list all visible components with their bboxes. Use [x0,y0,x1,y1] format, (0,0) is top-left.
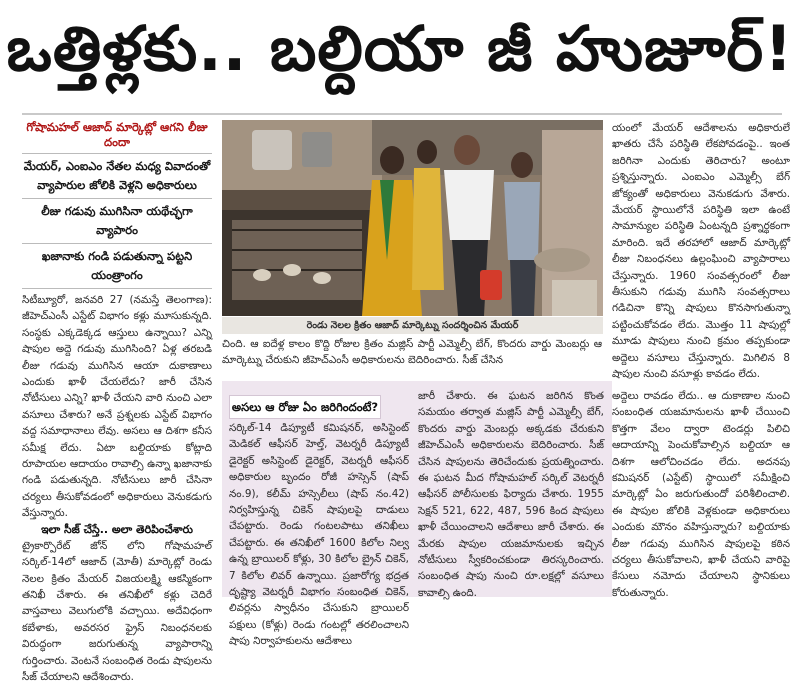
divider [22,198,212,199]
sidebar-box-right-text [418,388,604,599]
divider [22,153,212,154]
middle-column [222,336,602,378]
divider [22,288,212,289]
left-column [22,120,212,683]
sidebar-box-body-2: జారీ చేశారు. ఈ ఘటన జరిగిన కొంత సమయం తర్వాత మజ్లిస్ పార్టీ ఎమ్మెల్సీ బేగ్, కొందరు వార్డు మెంబర్లు అక్కడకు చేరుకుని జీహెచ్ఎంసీ అధికారులను బెదిరించారు. సీజ్ చేసిన షాపులను తెరిచేందుకు ప్రయత్నించారు. ఈ ఘటన మీద గోషామహల్ సర్కిల్ వెటర్నరీ ఆఫీసర్ పోలీసులకు ఫిర్యాదు చేశారు. 1955 సెక్షన్ 521, 622, 487, 596 కింద షాపులు ఖాళీ చేయించాలని ఆదేశాలు జారీ చేశారు. ఈ మేరకు షాపుల యజమానులకు ఇచ్చిన నోటీసులు స్వీకరించకుండా తిరస్కరించారు. సంబంధిత షాపు నుంచి రూ.లక్షల్లో వసూలు కావాల్సి ఉంది. [418,390,604,599]
divider [22,243,212,244]
headline-rule [22,113,782,115]
left-body-1: సిటీబ్యూరో, జనవరి 27 (నమస్తే తెలంగాణ): జీహెచ్ఎంసీ ఎస్టేట్ విభాగం కళ్లు మూసుకున్నది. సంస్థకు ఎక్కడెక్కడ ఆస్తులు ఉన్నాయి? ఎన్ని షాపుల అద్దె గడువు ముగిసింది? ఏళ్ల తరబడి లీజు గడువు ముగిసిన ఆయా దుకాణాలు ఎందుకు ఖాళీ చేయలేదు? జారీ చేసిన నోటీసులు ఎన్ని? ఖాళీ చేయని వారి నుంచి ఎలా వసూలు చేశారు? అనే ప్రశ్నలకు ఎస్టేట్ విభాగం వద్ద సమాధానాలు లేవు. అసలు ఆ దిశగా కనీస సమీక్ష లేదు. ఏటా బల్దియాకు కోట్లాది రూపాయల ఆదాయం రావాల్సి ఉన్నా ఖజానాకు గండి పడుతున్నది. నోటీసులు జారీ చేసినా చర్యలు తీసుకోవడంలో అధికారులు వెనుకడుగు వేస్తున్నారు. [22,294,212,520]
right-column-top [612,120,790,388]
sidebar-box-left-text [229,420,409,648]
right-column-bottom [612,388,790,600]
right-body-2: అద్దెలు రావడం లేదు.. ఆ దుకాణాల నుంచి సంబంధిత యజమానులను ఖాళీ చేయించి కొత్తగా వేలం ద్వారా టెండర్లు పిలిచి ఆదాయాన్ని పెంచుకోవాల్సిన బల్దియా ఆ దిశగా ఆలోచించడం లేదు. అదనపు కమిషనర్ (ఎస్టేట్) స్థాయిలో సమీక్షించి మార్కెట్లో ఏం జరుగుతుందో పరిశీలించాలి. ఈ షాపుల జోలికి వెళ్లకుండా అధికారులు ఎందుకు మౌనం వహిస్తున్నారు? బల్దియాకు లీజు గడువు ముగిసిన షాపులపై కఠిన చర్యలు తీసుకోవాలని, ఖాళీ చేయని వారిపై కేసులు నమోదు చేయాలని స్థానికులు కోరుతున్నారు. [612,390,790,599]
left-body-2: ట్రైకార్పొరేట్ జోన్ లోని గోషామహల్ సర్కిల్-14లో ఆజాద్ (మోతీ) మార్కెట్లో రెండు నెలల క్రితం మేయర్ విజయలక్ష్మి ఆకస్మికంగా తనిఖీ చేశారు. ఈ తనిఖీలో కళ్లు చెదిరే వాస్తవాలు వెలుగులోకి వచ్చాయి. అదేవిధంగా కబేళాకు, అవరసర ఫ్రైస్ నిబంధనలకు విరుద్ధంగా జరుగుతున్న వ్యాపారాన్ని గుర్తించారు. వెంటనే సంబంధిత రెండు షాపులను సీజ్ చేయాలని ఆదేశించారు. [22,539,212,683]
photo-illustration [222,120,603,316]
left-subhead-3: ఖజానాకు గండి పడుతున్నా పట్టని యంత్రాంగం [41,249,193,282]
sidebar-box-body-1: సర్కిల్-14 డిప్యూటీ కమిషనర్, అసిస్టెంట్ మెడికల్ ఆఫీసర్ హెల్త్, వెటర్నరీ డిప్యూటీ డైరెక్టర్ అసిస్టెంట్ డైరెక్టర్, వెటర్నరీ ఆఫీసర్ అధికారుల బృందం రోజీ హస్సెన్ (షాప్ నం.9), కలీమ్ హస్సెలీలు (షాప్ నం.42) నిర్వహిస్తున్న చికెన్ షాపులపై దాడులు చేపట్టారు. రెండు గంటలపాటు తనిఖీలు చేపట్టారు. ఈ తనిఖీలో 1600 కిలోల నిల్వ ఉన్న బ్రాయిలర్ కోళ్లు, 30 కిలోల బ్రైన్ చికెన్, 7 కిలోల లివర్ ఉన్నాయి. ప్రజారోగ్య భద్రత దృష్ట్యా వెటర్నరీ విభాగం సంబంధిత చికెన్, లివర్లను స్వాధీనం చేసుకుని బ్రాయిలర్ పక్షులు (కోళ్లు) రెండు గంటల్లో తరలించాలని షాపు నిర్వాహకులను ఆదేశాలు [229,422,409,648]
right-body-1: యంలో మేయర్ ఆదేశాలను అధికారులే ఖాతరు చేసే పరిస్థితి లేకపోవడంపై.. ఇంత జరిగినా ఎందుకు తెరిచారు? అంటూ ప్రశ్నిస్తున్నారు. ఎంఐఎం ఎమ్మెల్సీ బేగ్ జోక్యంతో అధికారులు వెనుకడుగు వేశారు. మేయర్ స్థాయిలోనే పరిస్థితి ఇలా ఉంటే సామాన్యుల పరిస్థితి ఏంటన్నది ప్రశ్నార్థకంగా మారింది. ఇదే తరహాలో ఆజాద్ మార్కెట్లో లీజు నిబంధనలు ఉల్లంఘించి వ్యాపారాలు చేస్తున్నారు. 1960 సంవత్సరంలో లీజు తీసుకుని గడువు ముగిసి సంవత్సరాలు గడిచినా కొన్ని షాపులు కొనసాగుతున్నా పట్టించుకోవడం లేదు. మొత్తం 11 షాపుల్లో మూడు షాపులు నుంచి క్రమం తప్పకుండా అద్దెలు వసూలు చేస్తున్నారు. మిగిలిన 8 షాపుల నుంచి వసూళ్లు కావడం లేదు. [612,122,790,381]
sidebar-box-title: అసలు ఆ రోజు ఏం జరిగిందంటే? [229,395,381,419]
photo-caption: రెండు నెలల క్రితం ఆజాద్ మార్కెట్ను సందర్శించిన మేయర్ [222,317,603,334]
news-photo [222,120,603,316]
headline [0,0,800,112]
middle-body: చింది. ఆ ఐదేళ్ల కాలం కొద్ది రోజుల క్రితం మజ్లిస్ పార్టీ ఎమ్మెల్సీ బేగ్, కొందరు వార్డు మెంబర్లు ఆ మార్కెట్ను చేరుకుని జీహెచ్ఎంసీ అధికారులను బెదిరించారు. సీజ్ చేసిన [222,338,602,367]
left-subhead-2: లీజు గడువు ముగిసినా యథేచ్ఛగా వ్యాపారం [41,204,193,237]
left-subhead-4: ఇలా సీజ్ చేస్తే.. అలా తెరిపించేశారు [41,522,193,536]
left-subhead-1: మేయర్, ఎంఐఎం నేతల మధ్య వివాదంతో వ్యాపారుల జోలికి వెళ్లని అధికారులు [23,159,211,192]
left-subhead-red: గోషామహల్ ఆజాద్ మార్కెట్లో ఆగని లీజు దందా [26,120,208,149]
headline-text: ఒత్తిళ్లకు.. బల్దియా జీ హుజూర్! [6,12,794,85]
